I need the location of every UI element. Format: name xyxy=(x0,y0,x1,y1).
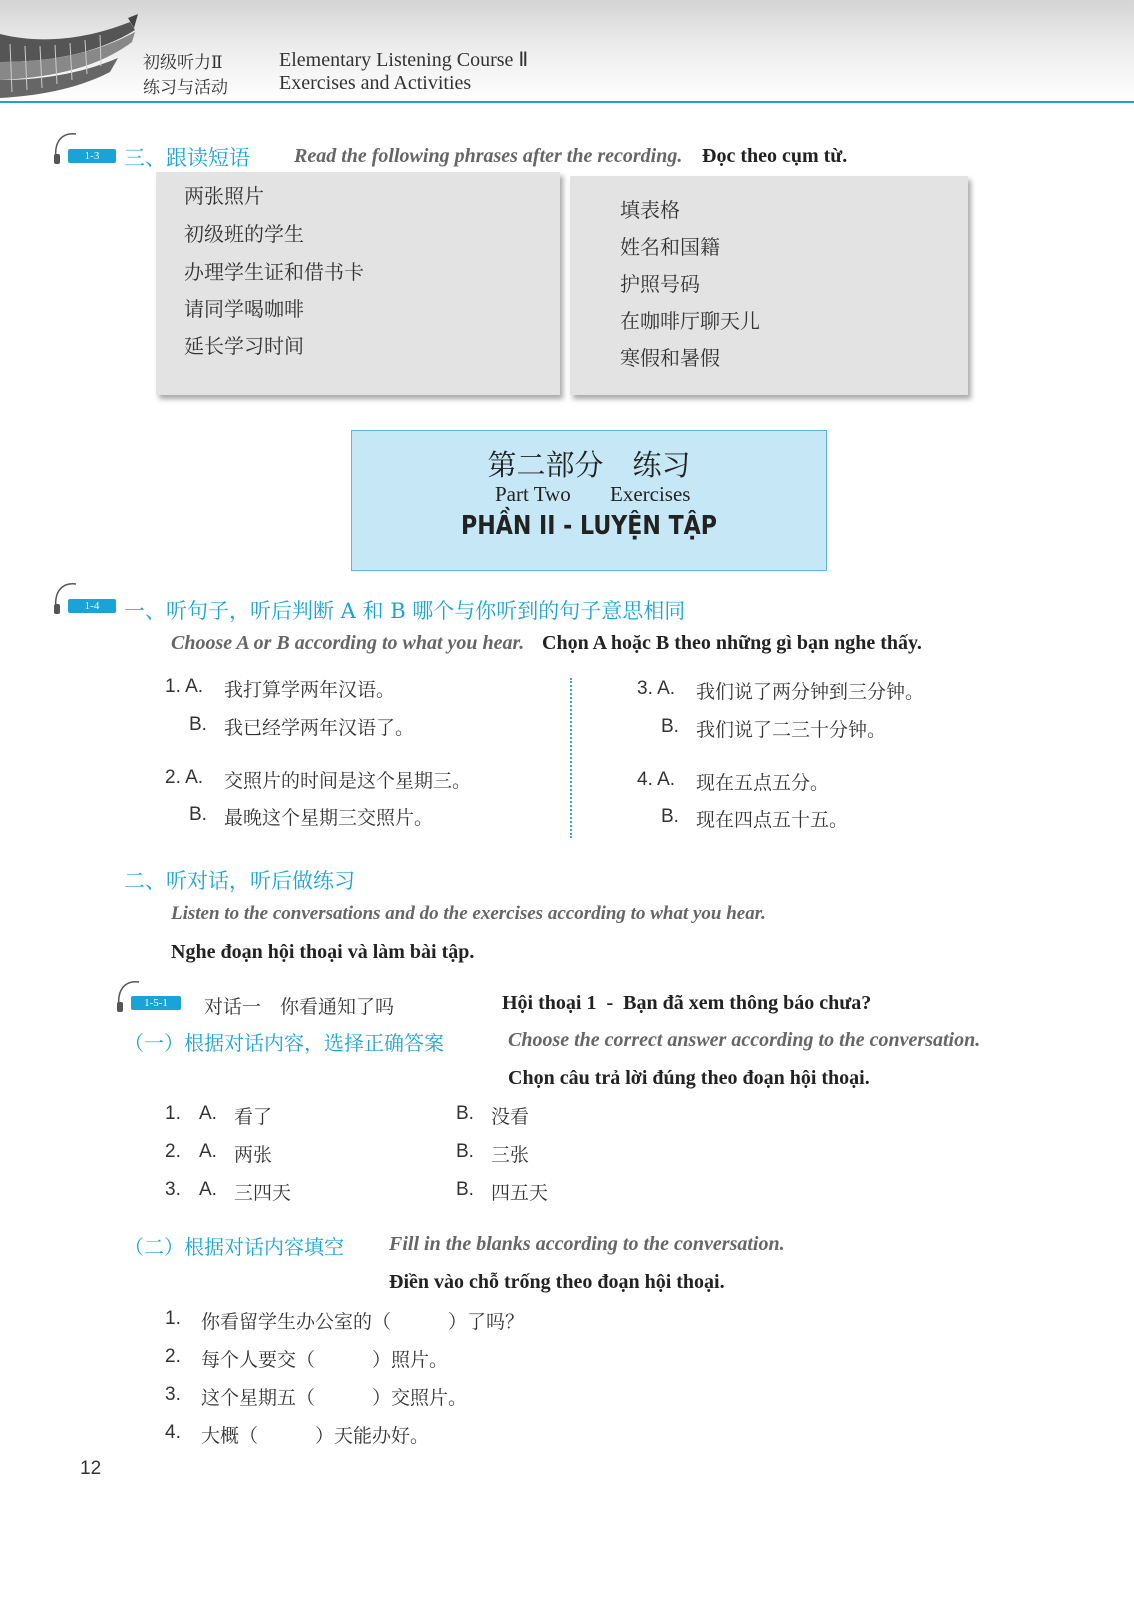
part-two-banner xyxy=(351,430,827,571)
ex2-instr-vi: Nghe đoạn hội thoại và làm bài tập. xyxy=(171,941,475,963)
phrase: 护照号码 xyxy=(620,272,700,296)
part-two-title-en-right: Exercises xyxy=(610,482,691,506)
phrase: 初级班的学生 xyxy=(184,222,304,246)
phrase-box-right xyxy=(570,176,968,395)
ex2-title-cn: 二、听对话，听后做练习 xyxy=(124,869,355,893)
part-two-title-cn: 第二部分 练习 xyxy=(487,448,691,482)
phrase: 办理学生证和借书卡 xyxy=(184,260,364,284)
audio-track-1-3[interactable] xyxy=(52,128,122,168)
option-b-text: 没看 xyxy=(491,1106,530,1128)
column-divider xyxy=(570,678,572,838)
header-divider xyxy=(0,101,1134,103)
option-b-text: 我已经学两年汉语了。 xyxy=(224,717,415,739)
phrase: 延长学习时间 xyxy=(184,334,304,358)
fill-blank-text: 大概（ ）天能办好。 xyxy=(201,1425,430,1447)
option-b-text: 四五天 xyxy=(491,1182,549,1204)
dialogue-title-cn: 对话一 你看通知了吗 xyxy=(204,996,395,1018)
option-b-label: B. xyxy=(456,1103,474,1124)
option-b-label: B. xyxy=(189,714,207,735)
item-number: 2. xyxy=(165,1346,181,1367)
pagoda-roof-decoration xyxy=(0,0,140,102)
header-cn-line1: 初级听力Ⅱ xyxy=(143,53,223,73)
ex2-part1-instr-vi: Chọn câu trả lời đúng theo đoạn hội thoại. xyxy=(508,1067,870,1089)
phrase: 在咖啡厅聊天儿 xyxy=(620,309,760,333)
option-a-label: A. xyxy=(199,1141,217,1162)
option-b-label: B. xyxy=(189,804,207,825)
track-badge: 1-4 xyxy=(68,599,116,613)
item-number: 2. A. xyxy=(165,767,204,788)
ex2-part2-instr-en: Fill in the blanks according to the conversation. xyxy=(389,1233,785,1255)
item-number: 2. xyxy=(165,1141,181,1162)
item-number: 3. A. xyxy=(637,678,676,699)
option-a-text: 交照片的时间是这个星期三。 xyxy=(224,770,472,792)
header-cn-line2: 练习与活动 xyxy=(143,78,228,98)
fill-blank-text: 这个星期五（ ）交照片。 xyxy=(201,1387,468,1409)
item-number: 1. xyxy=(165,1103,181,1124)
item-number: 3. xyxy=(165,1384,181,1405)
phrase: 填表格 xyxy=(620,198,680,222)
section3-title-vi: Đọc theo cụm từ. xyxy=(702,145,848,167)
header-en-line2: Exercises and Activities xyxy=(279,72,472,94)
item-number: 1. xyxy=(165,1308,181,1329)
audio-track-1-5-1[interactable] xyxy=(115,976,185,1016)
option-b-label: B. xyxy=(456,1179,474,1200)
fill-blank-text: 你看留学生办公室的（ ）了吗？ xyxy=(201,1311,525,1333)
phrase: 寒假和暑假 xyxy=(620,346,720,370)
ex1-title-cn: 一、听句子，听后判断 A 和 B 哪个与你听到的句子意思相同 xyxy=(124,599,686,623)
track-badge: 1-3 xyxy=(68,149,116,163)
page-number: 12 xyxy=(80,1458,102,1479)
option-a-text: 两张 xyxy=(234,1144,273,1166)
section3-title-cn: 三、跟读短语 xyxy=(124,146,250,170)
ex2-instr-en: Listen to the conversations and do the exercises according to what you hear. xyxy=(171,903,766,924)
item-number: 4. A. xyxy=(637,769,676,790)
ex2-part1-instr-en: Choose the correct answer according to the conversation. xyxy=(508,1029,981,1051)
option-b-text: 三张 xyxy=(491,1144,530,1166)
option-a-text: 我打算学两年汉语。 xyxy=(224,679,396,701)
option-b-label: B. xyxy=(661,716,679,737)
item-number: 1. A. xyxy=(165,676,204,697)
phrase-box-left xyxy=(156,172,560,395)
phrase: 姓名和国籍 xyxy=(620,235,720,259)
part-two-title-en-left: Part Two xyxy=(495,482,571,506)
part-two-title-vi: PHẦN II - LUYỆN TẬP xyxy=(461,511,717,541)
header-en-line1: Elementary Listening Course Ⅱ xyxy=(279,49,529,71)
phrase: 请同学喝咖啡 xyxy=(184,297,304,321)
phrase: 两张照片 xyxy=(184,184,264,208)
fill-blank-text: 每个人要交（ ）照片。 xyxy=(201,1349,449,1371)
ex1-instr-en: Choose A or B according to what you hear. xyxy=(171,632,525,654)
dialogue-title-vi: Hội thoại 1 - Bạn đã xem thông báo chưa? xyxy=(502,992,872,1014)
ex2-part2-instr-vi: Điền vào chỗ trống theo đoạn hội thoại. xyxy=(389,1271,725,1293)
option-b-label: B. xyxy=(456,1141,474,1162)
option-a-text: 现在五点五分。 xyxy=(696,772,830,794)
ex1-instr-vi: Chọn A hoặc B theo những gì bạn nghe thấy. xyxy=(542,632,922,654)
option-a-label: A. xyxy=(199,1103,217,1124)
option-a-text: 三四天 xyxy=(234,1182,292,1204)
option-b-label: B. xyxy=(661,806,679,827)
option-b-text: 现在四点五十五。 xyxy=(696,809,849,831)
audio-track-1-4[interactable] xyxy=(52,578,122,618)
option-a-text: 我们说了两分钟到三分钟。 xyxy=(696,681,925,703)
section3-title-en: Read the following phrases after the recording. xyxy=(294,145,683,167)
item-number: 4. xyxy=(165,1422,181,1443)
option-b-text: 最晚这个星期三交照片。 xyxy=(224,807,434,829)
ex2-part2-title-cn: （二）根据对话内容填空 xyxy=(124,1235,344,1259)
item-number: 3. xyxy=(165,1179,181,1200)
option-a-label: A. xyxy=(199,1179,217,1200)
track-badge: 1-5-1 xyxy=(131,996,181,1010)
ex2-part1-title-cn: （一）根据对话内容，选择正确答案 xyxy=(124,1031,444,1055)
option-a-text: 看了 xyxy=(234,1106,273,1128)
option-b-text: 我们说了二三十分钟。 xyxy=(696,719,887,741)
